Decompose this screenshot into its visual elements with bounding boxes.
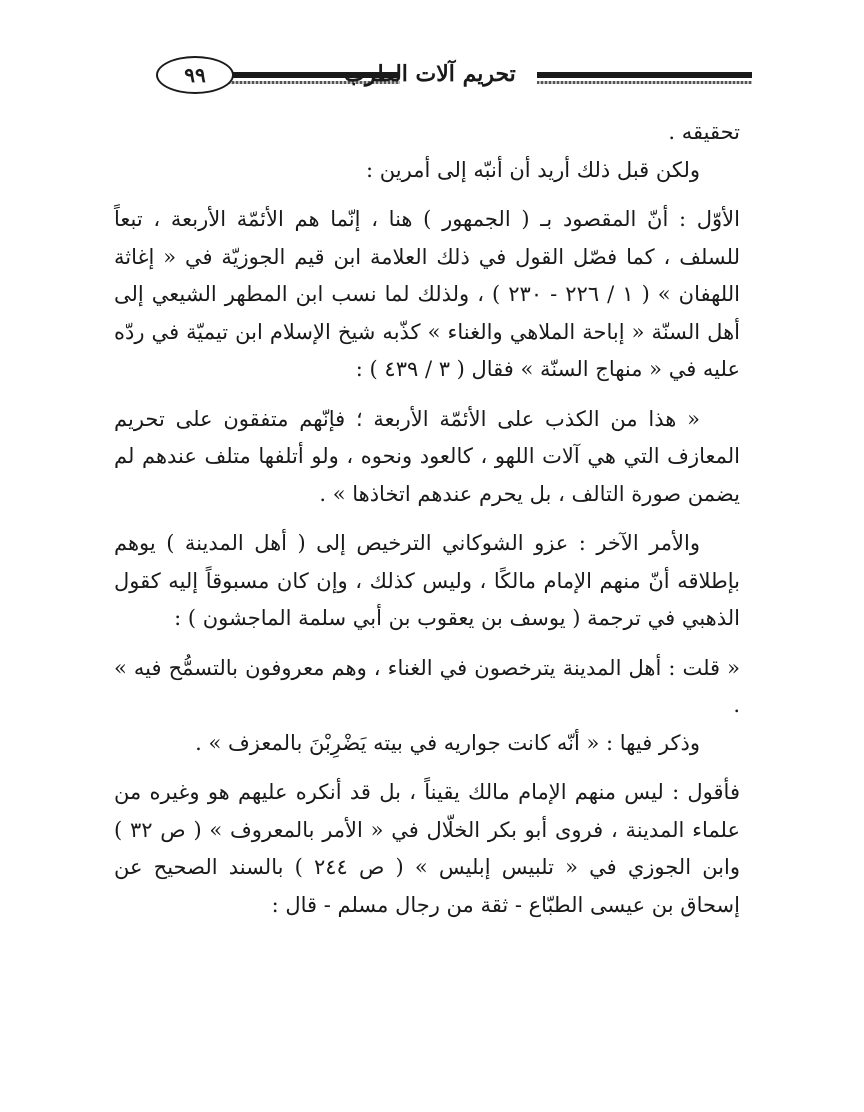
- paragraph-intro: ولكن قبل ذلك أريد أن أنبّه إلى أمرين :: [366, 157, 700, 182]
- paragraph-first-point: الأوّل : أنّ المقصود بـ ( الجمهور ) هنا ، إنّما هم الأئمّة الأربعة ، تبعاً للسلف ، كما فصّل القول في ذلك العلامة ابن قيم الجوزيّة في « إغاثة اللهفان » ( ١ / ٢٢٦ - ٢٣٠ ) ، ولذلك لما نسب ابن المطهر الشيعي إلى أهل السنّة « إباحة الملاهي والغناء » كذّبه شيخ الإسلام ابن تيميّة في ردّه عليه في « منهاج السنّة » فقال ( ٣ / ٤٣٩ ) :: [114, 207, 740, 381]
- body-text: [114, 114, 740, 924]
- header-rule-right: [537, 72, 752, 78]
- page-header: [120, 52, 752, 96]
- header-rule-right-thin: [537, 81, 752, 84]
- running-title: تحريم آلات الطرب: [344, 61, 516, 87]
- paragraph-response: فأقول : ليس منهم الإمام مالك يقيناً ، بل قد أنكره عليهم هو وغيره من علماء المدينة ، فروى أبو بكر الخلّال في « الأمر بالمعروف » ( ص ٣٢ ) وابن الجوزي في « تلبيس إبليس » ( ص ٢٤٤ ) بالسند الصحيح عن إسحاق بن عيسى الطبّاع - ثقة من رجال مسلم - قال :: [114, 780, 740, 917]
- quote-ibn-taymiyya: « هذا من الكذب على الأئمّة الأربعة ؛ فإنّهم متفقون على تحريم المعازف التي هي آلات اللهو ، كالعود ونحوه ، ولو أتلفها متلف عندهم لم يضمن صورة التالف ، بل يحرم عندهم اتخاذها » .: [114, 406, 740, 506]
- paragraph-second-point: والأمر الآخر : عزو الشوكاني الترخيص إلى ( أهل المدينة ) يوهم بإطلاقه أنّ منهم الإمام مالكًا ، وليس كذلك ، وإن كان مسبوقاً إليه كقول الذهبي في ترجمة ( يوسف بن يعقوب بن أبي سلمة الماجشون ) :: [114, 531, 740, 630]
- paragraph-continuation: تحقيقه .: [668, 120, 740, 144]
- paragraph-mention: وذكر فيها : « أنّه كانت جواريه في بيته يَضْرِبْنَ بالمعزف » .: [195, 730, 700, 755]
- quote-dhahabi: « قلت : أهل المدينة يترخصون في الغناء ، وهم معروفون بالتسمُّح فيه » .: [114, 655, 740, 717]
- page-number: ٩٩: [156, 56, 234, 94]
